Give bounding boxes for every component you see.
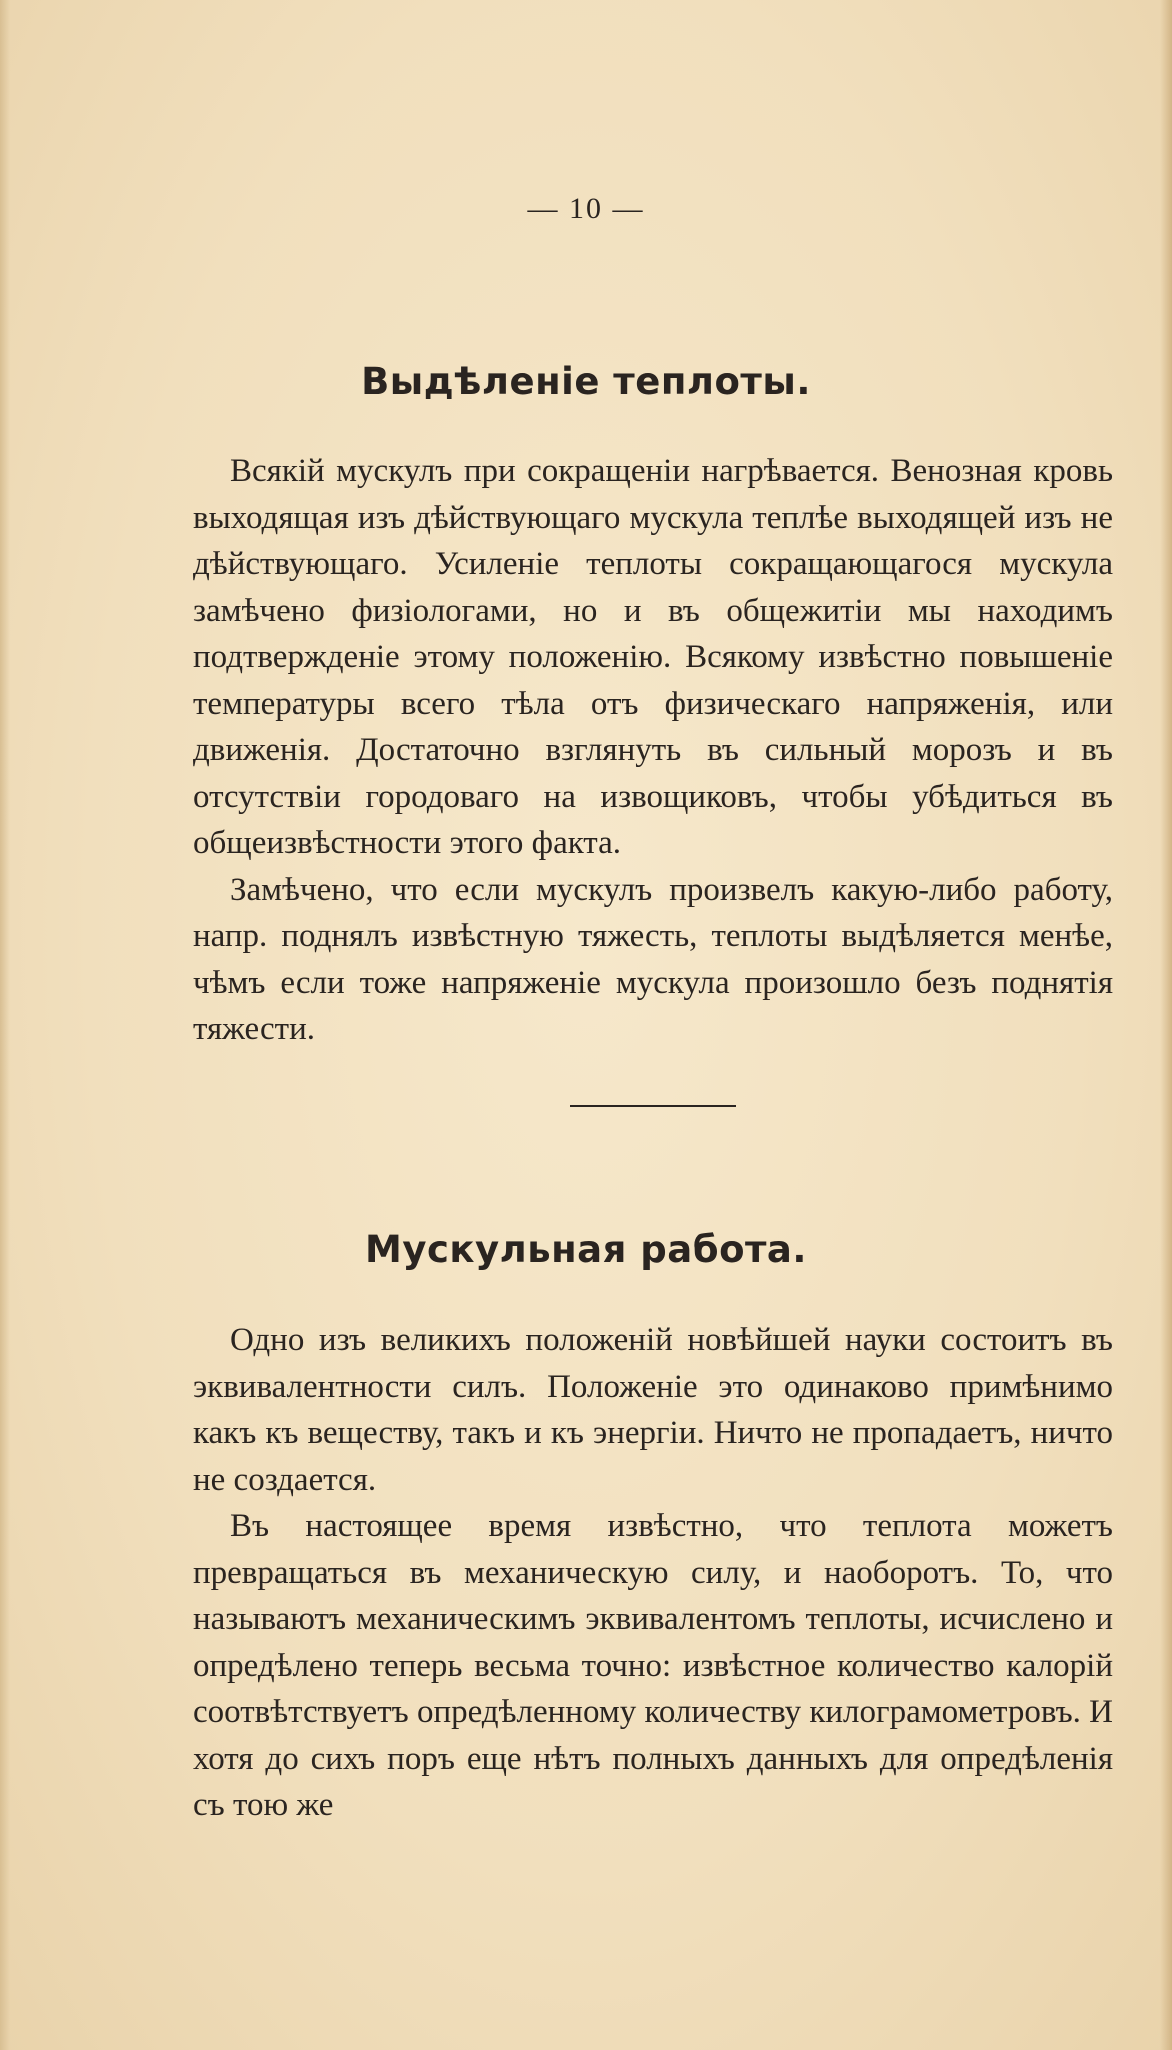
paragraph: Одно изъ великихъ положеній новѣйшей науки состоитъ въ эквивалентности силъ. Положеніе это одинаково примѣнимо какъ къ веществу, такъ и къ энергіи. Ничто не пропадаетъ, ничто не создается. xyxy=(193,1322,1113,1498)
section-body-muscle-work xyxy=(193,1317,1113,1829)
page-edge-left xyxy=(0,0,10,2050)
page-edge-right xyxy=(1160,0,1172,2050)
paragraph: Замѣчено, что если мускулъ произвелъ какую-либо работу, напр. поднялъ извѣстную тяжесть, теплоты выдѣляется менѣе, чѣмъ если тоже напряженіе мускула произошло безъ поднятія тяжести. xyxy=(193,871,1113,1047)
section-body-heat xyxy=(193,448,1113,1053)
page-number: — 10 — xyxy=(527,192,645,225)
section-divider xyxy=(570,1105,736,1107)
section-heading-muscle-work: Мускульная работа. xyxy=(365,1228,807,1271)
section-heading-heat: Выдѣленіе теплоты. xyxy=(361,360,811,403)
paragraph: Всякій мускулъ при сокращеніи нагрѣвается. Венозная кровь выходящая изъ дѣйствующаго мускула теплѣе выходящей изъ не дѣйствующаго. Усиленіе теплоты сокращающагося мускула замѣчено физіологами, но и въ общежитіи мы находимъ подтвержденіе этому положенію. Всякому извѣстно повышеніе температуры всего тѣла отъ физическаго напряженія, или движенія. Достаточно взглянуть въ сильный морозъ и въ отсутствіи городоваго на извощиковъ, чтобы убѣдиться въ общеизвѣстности этого факта. xyxy=(193,453,1113,861)
paragraph: Въ настоящее время извѣстно, что теплота можетъ превращаться въ механическую силу, и наоборотъ. То, что называютъ механическимъ эквивалентомъ теплоты, исчислено и опредѣлено теперь весьма точно: извѣстное количество калорій соотвѣтствуетъ опредѣленному количеству килограмометровъ. И хотя до сихъ поръ еще нѣтъ полныхъ данныхъ для опредѣленія съ тою же xyxy=(193,1508,1113,1823)
